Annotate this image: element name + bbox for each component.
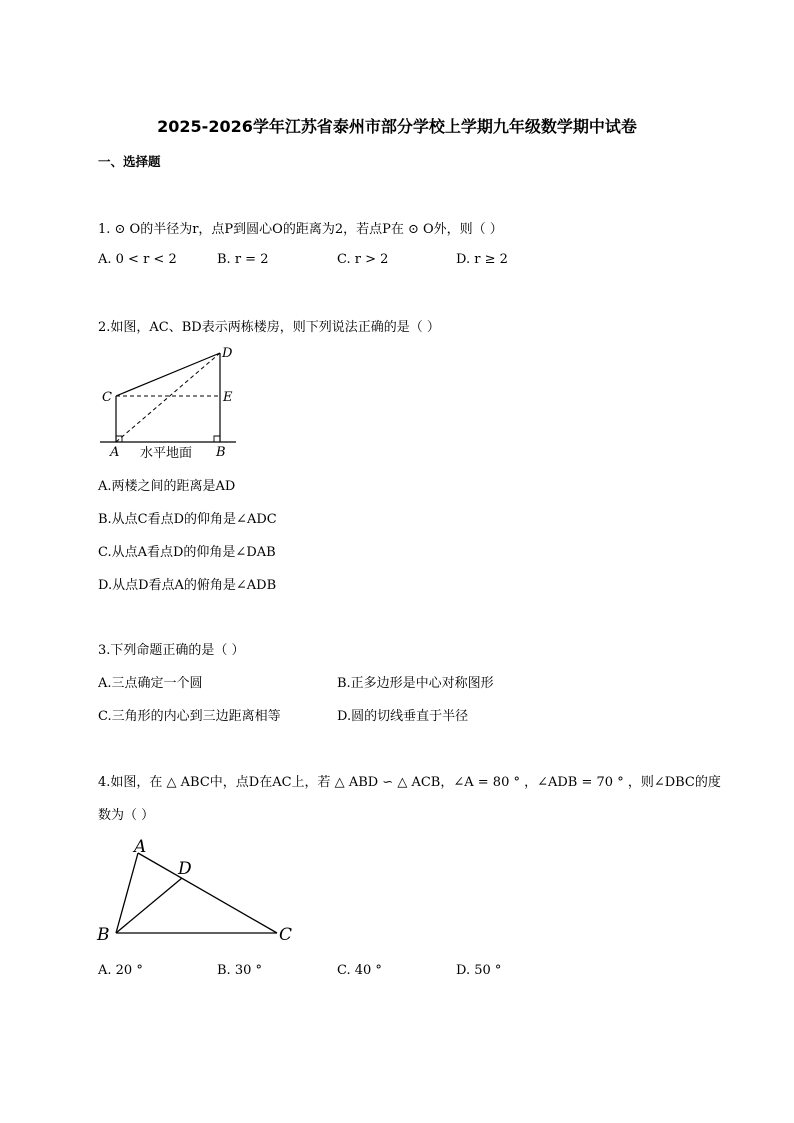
q4-triangle-figure <box>94 836 299 948</box>
q3-option-b: B.正多边形是中心对称图形 <box>337 676 494 691</box>
label-b: B <box>97 925 110 945</box>
side-ab <box>116 853 138 933</box>
label-d: D <box>222 346 233 361</box>
q4-option-a: A. 20 ° <box>98 963 143 978</box>
segment-bd <box>116 878 182 933</box>
ground-label: 水平地面 <box>140 446 193 461</box>
segment-ad <box>116 353 220 442</box>
q1-option-a: A. 0 < r < 2 <box>98 252 177 267</box>
label-e: E <box>223 390 233 405</box>
q2-option-a: A.两楼之间的距离是AD <box>98 479 236 494</box>
q2-stem: 2.如图，AC、BD表示两栋楼房，则下列说法正确的是（ ） <box>98 320 440 335</box>
q2-option-c: C.从点A看点D的仰角是∠DAB <box>98 545 276 560</box>
q3-option-d: D.圆的切线垂直于半径 <box>337 709 469 724</box>
q1-option-c: C. r > 2 <box>337 252 389 267</box>
label-c: C <box>102 390 112 405</box>
q3-option-c: C.三角形的内心到三边距离相等 <box>98 709 281 724</box>
q3-option-a: A.三点确定一个圆 <box>98 676 203 691</box>
q1-stem: 1. ⊙ O的半径为r，点P到圆心O的距离为2，若点P在 ⊙ O外，则（ ） <box>98 222 503 237</box>
label-b: B <box>216 445 226 460</box>
q4-option-c: C. 40 ° <box>337 963 382 978</box>
q1-option-b: B. r = 2 <box>217 252 269 267</box>
q1-option-d: D. r ≥ 2 <box>456 252 508 267</box>
label-d: D <box>178 859 192 879</box>
side-ac <box>138 853 277 933</box>
label-a: A <box>110 445 120 460</box>
q2-buildings-figure <box>96 340 241 464</box>
label-c: C <box>279 925 293 945</box>
section-heading: 一、选择题 <box>98 154 161 169</box>
q4-option-b: B. 30 ° <box>217 963 262 978</box>
q4-stem-line2: 数为（ ） <box>98 808 155 823</box>
exam-title: 2025-2026学年江苏省泰州市部分学校上学期九年级数学期中试卷 <box>157 117 637 136</box>
q4-stem-line1: 4.如图，在 △ ABC中，点D在AC上，若 △ ABD ∽ △ ACB，∠A = 80 ° ，∠ADB = 70 ° ，则∠DBC的度 <box>98 775 721 790</box>
q4-option-d: D. 50 ° <box>456 963 502 978</box>
segment-cd <box>116 353 220 396</box>
q3-stem: 3.下列命题正确的是（ ） <box>98 643 245 658</box>
q2-option-d: D.从点D看点A的俯角是∠ADB <box>98 578 277 593</box>
right-angle-b <box>214 436 220 442</box>
label-a: A <box>134 837 147 857</box>
q2-option-b: B.从点C看点D的仰角是∠ADC <box>98 512 277 527</box>
